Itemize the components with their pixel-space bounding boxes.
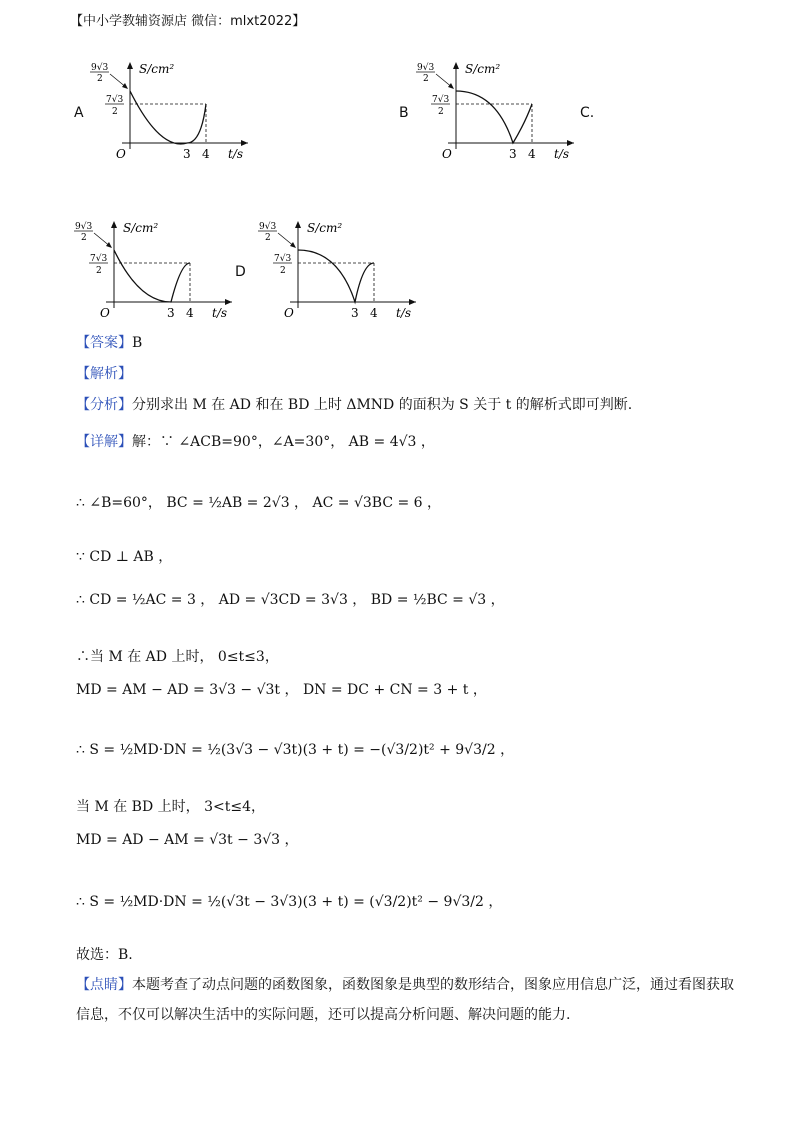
- frac-top-denominator: 2: [423, 74, 429, 84]
- y-axis-label: S/cm²: [139, 62, 175, 76]
- dianjing-paragraph: [76, 970, 736, 1030]
- origin-label: O: [442, 147, 452, 161]
- x-axis-label: t/s: [228, 147, 244, 161]
- fenxi-tag: 【分析】: [76, 397, 132, 413]
- fenxi-text: 分别求出 M 在 AD 和在 BD 上时 ΔMND 的面积为 S 关于 t 的解析式即可判断.: [132, 397, 633, 413]
- frac-mid-numerator: 7√3: [90, 254, 108, 264]
- frac-mid-numerator: 7√3: [432, 95, 450, 105]
- detail-text-1: 解：∵ ∠ACB=90°，∠A=30°， AB = 4√3 ，: [132, 434, 435, 450]
- graph-option-c: [72, 217, 242, 322]
- detail-line-11: 故选：B.: [76, 947, 133, 963]
- origin-label: O: [284, 306, 294, 320]
- function-curve: [456, 91, 532, 143]
- detail-line-4: ∴ CD = ½AC = 3 ， AD = √3CD = 3√3 ， BD = ½BC = √3 ，: [76, 592, 505, 608]
- detail-line-7: ∴ S = ½MD·DN = ½(3√3 − √3t)(3 + t) = −(√3/2)t² + 9√3/2 ，: [76, 742, 515, 758]
- frac-mid-numerator: 7√3: [274, 254, 292, 264]
- x-axis-arrow: [225, 299, 232, 305]
- header-watermark: 【中小学教辅资源店 微信：mlxt2022】: [70, 14, 306, 29]
- detail-tag: 【详解】: [76, 434, 132, 450]
- frac-top-denominator: 2: [265, 233, 271, 243]
- x-axis-label: t/s: [554, 147, 570, 161]
- frac-top-denominator: 2: [97, 74, 103, 84]
- detail-line-9: MD = AD − AM = √3t − 3√3 ，: [76, 832, 299, 848]
- function-curve: [130, 91, 206, 144]
- tick-label-3: 3: [509, 147, 517, 161]
- frac-pointer-head: [290, 242, 296, 248]
- frac-top-numerator: 9√3: [91, 63, 109, 73]
- graph-option-b: [414, 58, 584, 163]
- tick-label-4: 4: [186, 306, 194, 320]
- origin-label: O: [100, 306, 110, 320]
- frac-pointer-head: [448, 83, 454, 89]
- answer-line: [76, 333, 142, 353]
- detail-line-1: [76, 432, 435, 452]
- answer-value: B: [132, 335, 143, 351]
- detail-line-3: ∵ CD ⊥ AB ，: [76, 549, 173, 565]
- dianjing-text: 本题考查了动点问题的函数图象，函数图象是典型的数形结合，图象应用信息广泛，通过看图获取信息，不仅可以解决生活中的实际问题，还可以提高分析问题、解决问题的能力.: [76, 977, 734, 1023]
- y-axis-label: S/cm²: [465, 62, 501, 76]
- tick-label-3: 3: [183, 147, 191, 161]
- function-curve: [298, 250, 374, 302]
- x-axis-arrow: [567, 140, 574, 146]
- frac-top-numerator: 9√3: [75, 222, 93, 232]
- detail-line-10: ∴ S = ½MD·DN = ½(√3t − 3√3)(3 + t) = (√3/2)t² − 9√3/2 ，: [76, 894, 503, 910]
- option-label-d[interactable]: D: [235, 264, 246, 280]
- option-label-a[interactable]: A: [74, 105, 84, 121]
- frac-mid-numerator: 7√3: [106, 95, 124, 105]
- x-axis-label: t/s: [212, 306, 228, 320]
- frac-mid-denominator: 2: [112, 107, 118, 117]
- detail-line-6: MD = AM − AD = 3√3 − √3t ， DN = DC + CN = 3 + t ，: [76, 682, 487, 698]
- y-axis-label: S/cm²: [307, 221, 343, 235]
- graph-option-a: [88, 58, 258, 163]
- answer-tag: 【答案】: [76, 335, 132, 351]
- frac-mid-denominator: 2: [280, 266, 286, 276]
- frac-top-numerator: 9√3: [259, 222, 277, 232]
- frac-mid-denominator: 2: [438, 107, 444, 117]
- y-axis-label: S/cm²: [123, 221, 159, 235]
- frac-top-numerator: 9√3: [417, 63, 435, 73]
- detail-line-2: ∴ ∠B=60°， BC = ½AB = 2√3 ， AC = √3BC = 6 ，: [76, 495, 442, 511]
- frac-pointer-head: [106, 242, 112, 248]
- function-curve: [114, 250, 190, 302]
- x-axis-label: t/s: [396, 306, 412, 320]
- dianjing-tag: 【点睛】: [76, 977, 132, 993]
- frac-pointer-head: [122, 83, 128, 89]
- tick-label-4: 4: [202, 147, 210, 161]
- tick-label-4: 4: [370, 306, 378, 320]
- tick-label-3: 3: [167, 306, 175, 320]
- x-axis-arrow: [409, 299, 416, 305]
- tick-label-4: 4: [528, 147, 536, 161]
- graph-option-d: [256, 217, 426, 322]
- option-label-c[interactable]: C.: [580, 105, 595, 121]
- y-axis-arrow: [453, 62, 459, 69]
- x-axis-arrow: [241, 140, 248, 146]
- analysis-line: [76, 364, 132, 384]
- frac-mid-denominator: 2: [96, 266, 102, 276]
- option-label-b[interactable]: B: [399, 105, 409, 121]
- detail-line-8: 当 M 在 BD 上时， 3<t≤4，: [76, 799, 265, 815]
- detail-line-5: ∴当 M 在 AD 上时， 0≤t≤3，: [76, 649, 279, 665]
- y-axis-arrow: [295, 221, 301, 228]
- origin-label: O: [116, 147, 126, 161]
- analysis-tag: 【解析】: [76, 366, 132, 382]
- y-axis-arrow: [127, 62, 133, 69]
- tick-label-3: 3: [351, 306, 359, 320]
- fenxi-line: [76, 395, 632, 415]
- frac-top-denominator: 2: [81, 233, 87, 243]
- y-axis-arrow: [111, 221, 117, 228]
